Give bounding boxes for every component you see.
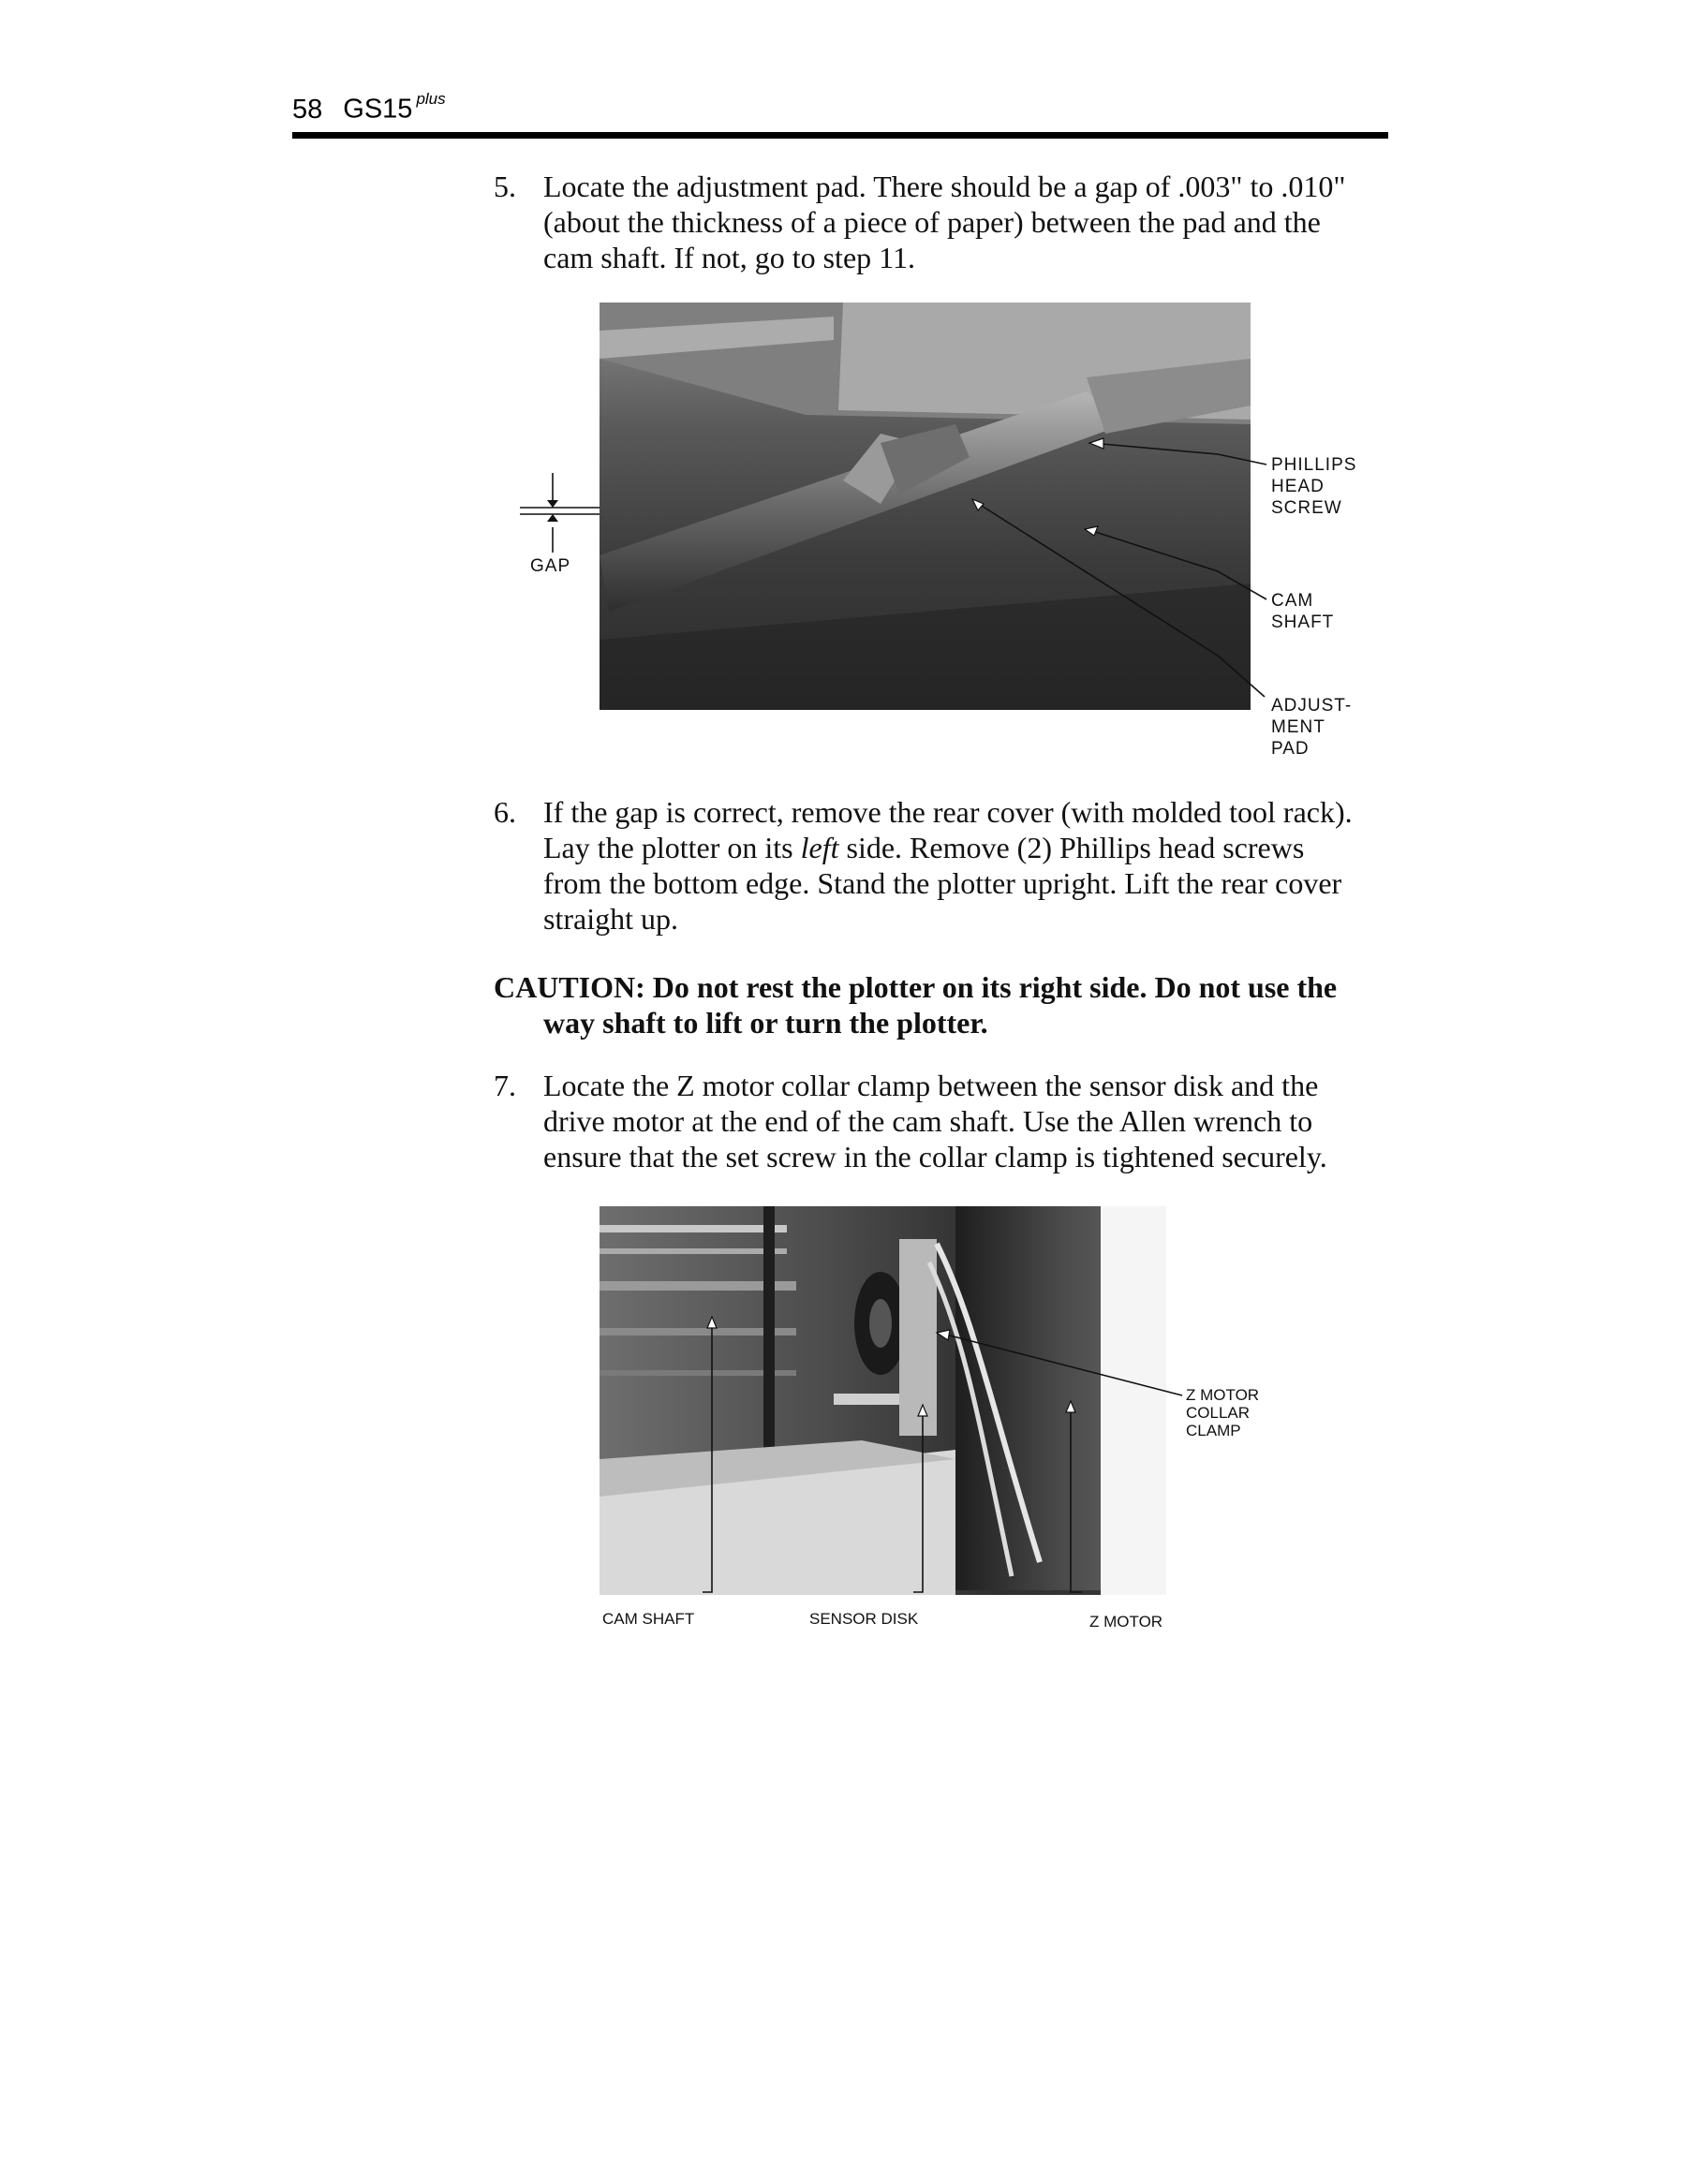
cam-shaft-label: CAM SHAFT — [1271, 591, 1335, 632]
step-line: Locate the adjustment pad. There should be a gap of .003" to .010" — [543, 170, 1346, 203]
step-line: If the gap is correct, remove the rear cover (with molded tool rack). — [543, 795, 1353, 829]
step-line: from the bottom edge. Stand the plotter upright. Lift the rear cover — [543, 866, 1342, 900]
sensor-disk-label: SENSOR DISK — [809, 1610, 919, 1628]
step-line: drive motor at the end of the cam shaft. Use the Allen wrench to — [543, 1104, 1313, 1138]
gap-label: GAP — [530, 556, 571, 576]
step-line: straight up. — [543, 902, 678, 936]
page-number: 58 — [292, 94, 323, 125]
phillips-head-screw-label: PHILLIPS HEAD SCREW — [1271, 455, 1357, 518]
adjustment-pad-label: ADJUST- MENT PAD — [1271, 696, 1353, 759]
manual-title: GS15 — [343, 94, 413, 125]
step-number: 6. — [494, 795, 516, 829]
step-number: 7. — [494, 1069, 516, 1102]
caution-line: way shaft to lift or turn the plotter. — [543, 1006, 988, 1040]
step-line: cam shaft. If not, go to step 11. — [543, 241, 915, 274]
title-superscript: plus — [416, 90, 446, 108]
text-run: Lay the plotter on its — [543, 831, 801, 864]
z-motor-collar-clamp-label: Z MOTOR COLLAR CLAMP — [1186, 1386, 1260, 1439]
step-number: 5. — [494, 170, 516, 203]
cam-shaft-label: CAM SHAFT — [602, 1610, 695, 1628]
italic-text: left — [800, 831, 839, 864]
step-line: Locate the Z motor collar clamp between the sensor disk and the — [543, 1069, 1319, 1102]
step-line: (about the thickness of a piece of paper) between the pad and the — [543, 205, 1321, 239]
z-motor-label: Z MOTOR — [1089, 1613, 1163, 1631]
text-run: side. Remove (2) Phillips head screws — [838, 831, 1305, 864]
step-line: ensure that the set screw in the collar clamp is tightened securely. — [543, 1140, 1327, 1173]
caution-line: CAUTION: Do not rest the plotter on its right side. Do not use the — [494, 970, 1338, 1004]
